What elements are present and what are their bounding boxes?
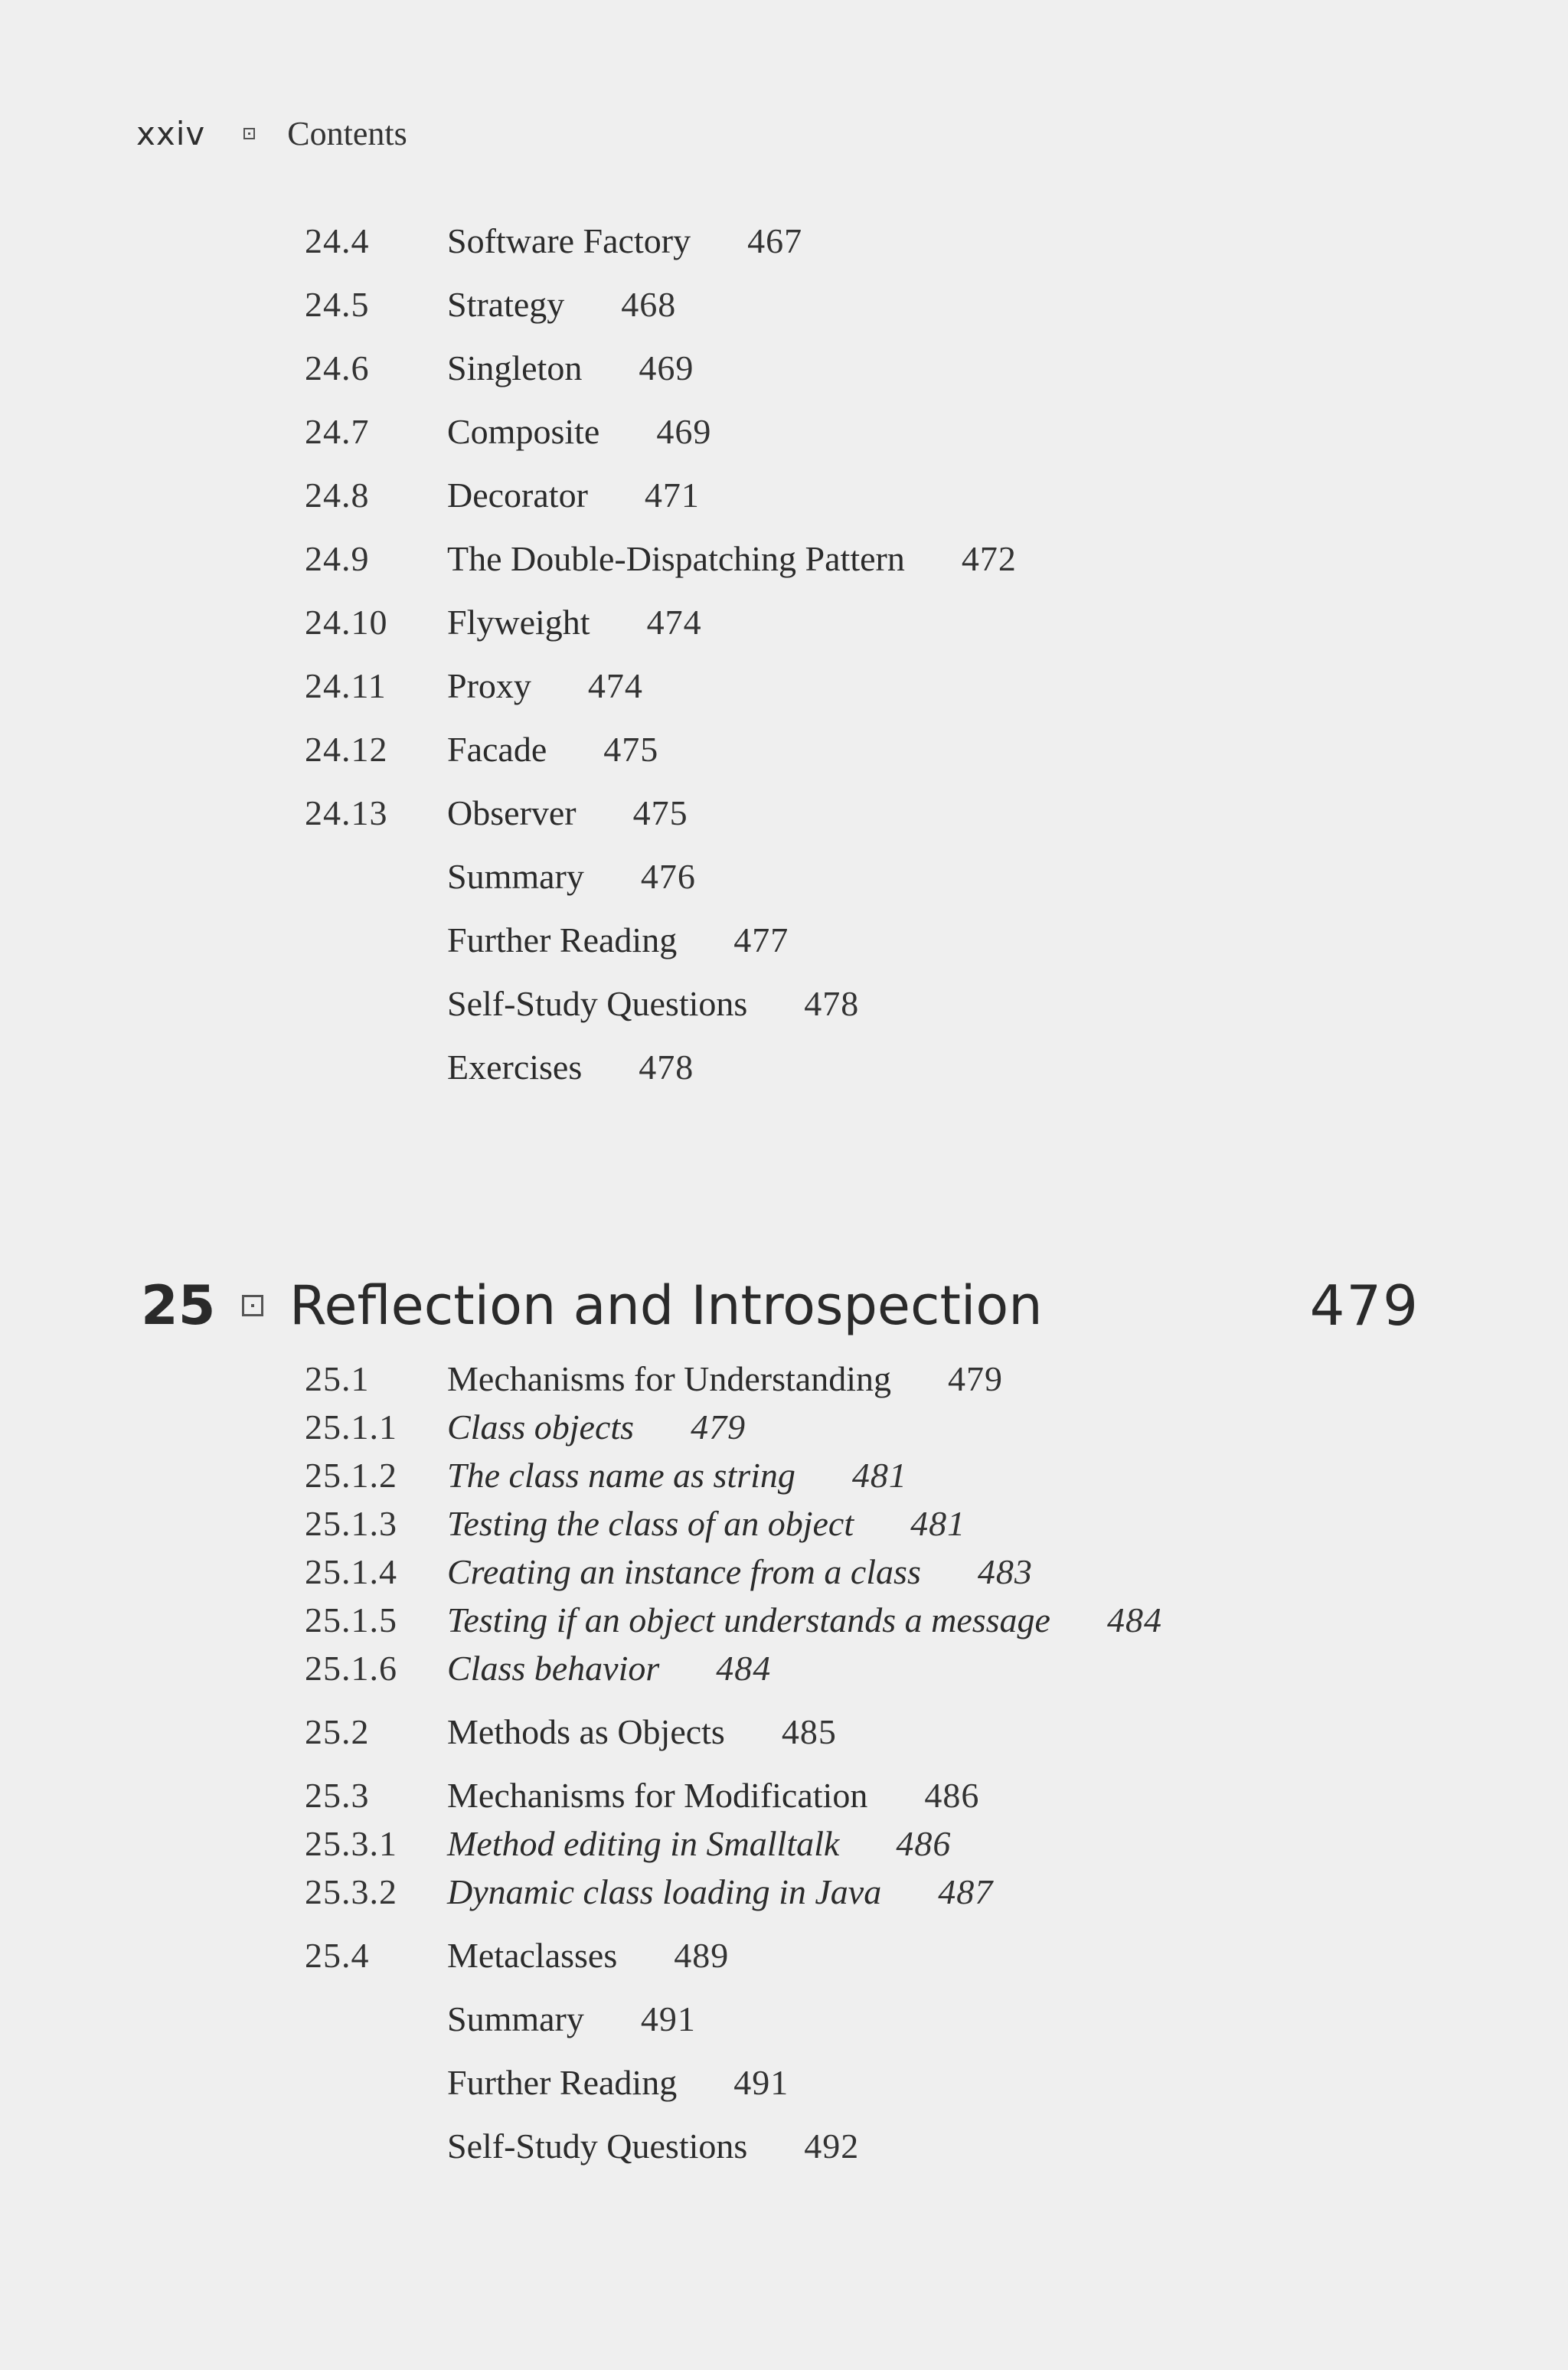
- section-page: 483: [977, 1551, 1033, 1591]
- section-page: 489: [674, 1935, 730, 1975]
- section-page: 475: [603, 729, 659, 769]
- section-title: Mechanisms for Understanding: [447, 1358, 891, 1398]
- toc-entry: [305, 279, 676, 329]
- section-title: Summary: [447, 856, 584, 896]
- section-page: 487: [938, 1871, 994, 1911]
- section-page: 486: [896, 1823, 952, 1863]
- section-page: 472: [961, 538, 1017, 578]
- section-title: Class objects: [447, 1407, 635, 1447]
- section-page: 484: [716, 1648, 772, 1688]
- toc-entry: [447, 915, 789, 964]
- toc-entry: [305, 1499, 965, 1548]
- section-number: 24.13: [305, 793, 388, 832]
- toc-entry: [447, 979, 859, 1028]
- section-number: 24.8: [305, 475, 370, 515]
- toc-entry: [305, 1930, 729, 1979]
- section-title: Method editing in Smalltalk: [447, 1823, 840, 1863]
- section-title: Singleton: [447, 348, 583, 387]
- chapter-title: Reflection and Introspection: [289, 1274, 1043, 1337]
- section-title: Self-Study Questions: [447, 2126, 748, 2166]
- toc-entry: [305, 1547, 1033, 1596]
- toc-entry: [305, 1595, 1162, 1644]
- section-title: Self-Study Questions: [447, 983, 748, 1023]
- section-page: 485: [781, 1711, 837, 1751]
- toc-entry: [305, 1867, 993, 1916]
- running-title: Contents: [287, 114, 407, 152]
- chapter-number: 25: [141, 1274, 216, 1337]
- toc-entry: [305, 216, 802, 265]
- section-title: Composite: [447, 411, 600, 451]
- section-title: Further Reading: [447, 920, 678, 959]
- toc-entry: [305, 597, 702, 646]
- section-title: Flyweight: [447, 602, 590, 642]
- section-number: 24.10: [305, 602, 388, 642]
- section-page: 481: [910, 1503, 966, 1543]
- section-title: Summary: [447, 1999, 584, 2038]
- section-number: 24.5: [305, 284, 370, 324]
- section-title: The class name as string: [447, 1455, 795, 1495]
- section-title: Strategy: [447, 284, 565, 324]
- toc-entry: [305, 724, 658, 773]
- toc-entry: [305, 1450, 907, 1499]
- section-title: Observer: [447, 793, 577, 832]
- toc-entry: [447, 852, 696, 901]
- section-number: 24.12: [305, 729, 388, 769]
- section-page: 491: [733, 2062, 789, 2102]
- section-page: 474: [587, 665, 643, 705]
- toc-entry: [305, 534, 1017, 583]
- toc-entry: [305, 1819, 951, 1868]
- section-title: Proxy: [447, 665, 531, 705]
- section-title: Software Factory: [447, 221, 691, 260]
- section-title: The Double-Dispatching Pattern: [447, 538, 905, 578]
- section-number: 25.2: [305, 1711, 370, 1751]
- section-title: Decorator: [447, 475, 588, 515]
- section-page: 477: [733, 920, 789, 959]
- toc-entry: [447, 1042, 694, 1091]
- section-page: 491: [640, 1999, 696, 2038]
- section-number: 25.4: [305, 1935, 370, 1975]
- toc-entry: [447, 2121, 859, 2170]
- chapter-heading: [141, 1271, 1419, 1340]
- section-page: 492: [804, 2126, 860, 2166]
- toc-entry: [305, 661, 643, 710]
- section-number: 24.9: [305, 538, 370, 578]
- section-title: Testing the class of an object: [447, 1503, 854, 1543]
- section-number: 25.3.2: [305, 1871, 397, 1911]
- section-number: 25.1.4: [305, 1551, 397, 1591]
- toc-entry: [305, 1707, 837, 1756]
- section-title: Facade: [447, 729, 547, 769]
- section-page: 469: [639, 348, 694, 387]
- section-title: Creating an instance from a class: [447, 1551, 921, 1591]
- toc-entry: [305, 1643, 771, 1692]
- section-page: 468: [621, 284, 677, 324]
- chapter-page: 479: [1309, 1273, 1419, 1338]
- section-title: Testing if an object understands a message: [447, 1600, 1050, 1639]
- section-number: 25.1.1: [305, 1407, 397, 1447]
- toc-entry: [305, 407, 711, 456]
- section-page: 479: [948, 1358, 1003, 1398]
- toc-entry: [305, 1354, 1003, 1403]
- toc-entry: [305, 788, 688, 837]
- section-page: 475: [632, 793, 688, 832]
- section-title: Class behavior: [447, 1648, 660, 1688]
- section-number: 25.1.2: [305, 1455, 397, 1495]
- section-title: Dynamic class loading in Java: [447, 1871, 882, 1911]
- toc-entry: [305, 470, 700, 519]
- section-number: 24.4: [305, 221, 370, 260]
- section-page: 478: [639, 1047, 694, 1087]
- section-page: 467: [747, 221, 803, 260]
- toc-entry: [447, 2058, 789, 2107]
- section-page: 478: [804, 983, 860, 1023]
- section-number: 25.3.1: [305, 1823, 397, 1863]
- section-title: Further Reading: [447, 2062, 678, 2102]
- section-page: 471: [644, 475, 700, 515]
- section-title: Mechanisms for Modification: [447, 1775, 868, 1815]
- section-page: 469: [656, 411, 712, 451]
- running-header: [136, 110, 407, 156]
- section-page: 476: [640, 856, 696, 896]
- section-number: 24.6: [305, 348, 370, 387]
- toc-entry: [305, 1770, 979, 1819]
- toc-entry: [447, 1994, 696, 2043]
- toc-entry: [305, 343, 694, 392]
- page-number: xxiv: [136, 114, 206, 152]
- section-page: 474: [646, 602, 702, 642]
- section-title: Methods as Objects: [447, 1711, 725, 1751]
- section-number: 24.7: [305, 411, 370, 451]
- section-title: Metaclasses: [447, 1935, 618, 1975]
- square-bullet-icon: [243, 128, 255, 139]
- section-number: 25.1.6: [305, 1648, 397, 1688]
- section-page: 484: [1106, 1600, 1162, 1639]
- section-number: 25.3: [305, 1775, 370, 1815]
- section-title: Exercises: [447, 1047, 583, 1087]
- section-number: 25.1.5: [305, 1600, 397, 1639]
- square-bullet-icon: [242, 1295, 263, 1316]
- toc-entry: [305, 1402, 746, 1451]
- section-number: 25.1: [305, 1358, 370, 1398]
- section-page: 481: [851, 1455, 907, 1495]
- section-number: 25.1.3: [305, 1503, 397, 1543]
- section-page: 479: [691, 1407, 746, 1447]
- section-page: 486: [924, 1775, 980, 1815]
- section-number: 24.11: [305, 665, 387, 705]
